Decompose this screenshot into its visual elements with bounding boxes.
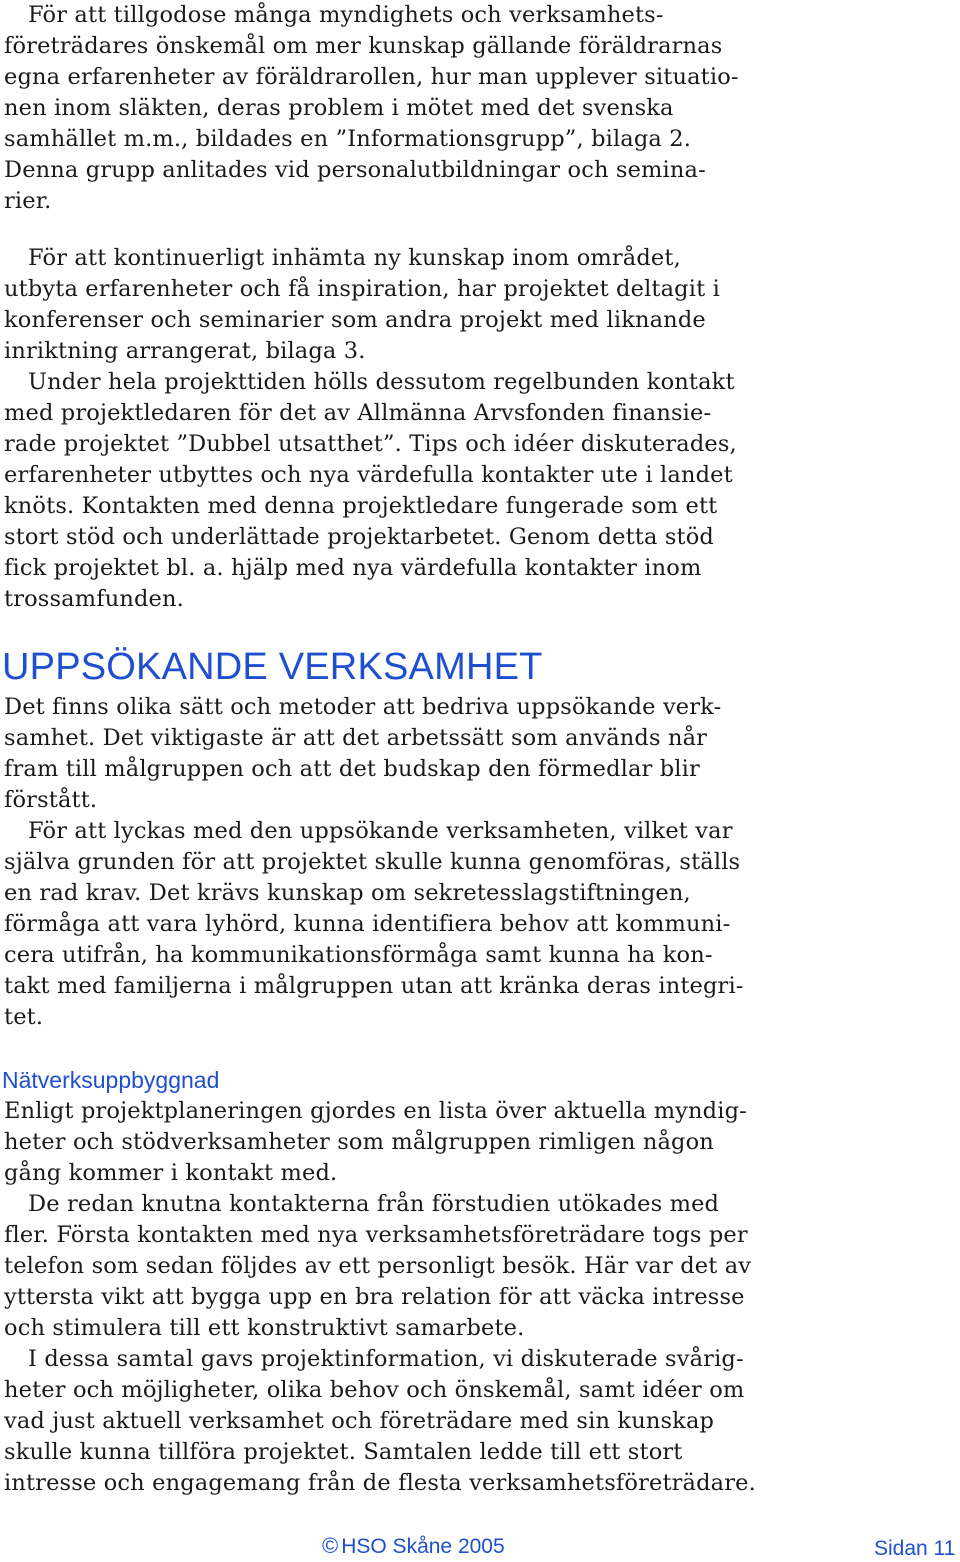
- text-line: rade projektet ”Dubbel utsatthet”. Tips och idéer diskuterades,: [4, 431, 737, 457]
- copyright-icon: ©: [322, 1533, 339, 1558]
- text-line: vad just aktuell verksamhet och företrädare med sin kunskap: [4, 1408, 715, 1434]
- text-line: yttersta vikt att bygga upp en bra relation för att väcka intresse: [4, 1284, 745, 1310]
- text-line: Det finns olika sätt och metoder att bedriva uppsökande verk-: [4, 694, 722, 720]
- text-line: samhet. Det viktigaste är att det arbetssätt som används når: [4, 725, 708, 751]
- text-line: en rad krav. Det krävs kunskap om sekretesslagstiftningen,: [4, 880, 691, 906]
- text-line: takt med familjerna i målgruppen utan att kränka deras integri-: [4, 973, 744, 999]
- text-line: utbyta erfarenheter och få inspiration, har projektet deltagit i: [4, 276, 720, 302]
- text-line: trossamfunden.: [4, 586, 184, 612]
- text-line: rier.: [4, 188, 52, 214]
- text-line: samhället m.m., bildades en ”Informationsgrupp”, bilaga 2.: [4, 126, 692, 152]
- text-line: Enligt projektplaneringen gjordes en lista över aktuella myndig-: [4, 1098, 747, 1124]
- text-line: stort stöd och underlättade projektarbetet. Genom detta stöd: [4, 524, 714, 550]
- text-line: förmåga att vara lyhörd, kunna identifiera behov att kommuni-: [4, 911, 731, 937]
- paragraph-outreach-intro: [4, 692, 954, 816]
- section-heading: UPPSÖKANDE VERKSAMHET: [2, 646, 543, 688]
- text-line: cera utifrån, ha kommunikationsförmåga samt kunna ha kon-: [4, 942, 713, 968]
- text-line: konferenser och seminarier som andra projekt med liknande: [4, 307, 706, 333]
- text-line: med projektledaren för det av Allmänna Arvsfonden finansie-: [4, 400, 712, 426]
- footer-copyright: [322, 1533, 505, 1560]
- text-line: telefon som sedan följdes av ett personligt besök. Här var det av: [4, 1253, 752, 1279]
- text-line: fram till målgruppen och att det budskap den förmedlar blir: [4, 756, 700, 782]
- text-line: Denna grupp anlitades vid personalutbildningar och semina-: [4, 157, 706, 183]
- paragraph-intro: [4, 0, 954, 217]
- text-line: gång kommer i kontakt med.: [4, 1160, 338, 1186]
- text-line: heter och stödverksamheter som målgruppen rimligen någon: [4, 1129, 714, 1155]
- text-line: erfarenheter utbyttes och nya värdefulla kontakter ute i landet: [4, 462, 733, 488]
- text-line: förstått.: [4, 787, 98, 813]
- text-line: För att tillgodose många myndighets och verksamhets-: [28, 2, 664, 28]
- paragraph-contact: [4, 367, 954, 615]
- text-line: skulle kunna tillföra projektet. Samtalen ledde till ett stort: [4, 1439, 683, 1465]
- text-line: fler. Första kontakten med nya verksamhetsföreträdare togs per: [4, 1222, 748, 1248]
- text-line: De redan knutna kontakterna från förstudien utökades med: [28, 1191, 720, 1217]
- text-line: nen inom släkten, deras problem i mötet med det svenska: [4, 95, 674, 121]
- text-line: Under hela projekttiden hölls dessutom regelbunden kontakt: [28, 369, 735, 395]
- paragraph-outreach-requirements: [4, 816, 954, 1033]
- text-line: och stimulera till ett konstruktivt samarbete.: [4, 1315, 525, 1341]
- paragraph-conferences: [4, 243, 954, 367]
- paragraph-network-contacts: [4, 1189, 954, 1344]
- subsection-heading: Nätverksuppbyggnad: [2, 1067, 220, 1093]
- text-line: fick projektet bl. a. hjälp med nya värdefulla kontakter inom: [4, 555, 702, 581]
- text-line: egna erfarenheter av föräldrarollen, hur man upplever situatio-: [4, 64, 739, 90]
- text-line: För att lyckas med den uppsökande verksamheten, vilket var: [28, 818, 733, 844]
- text-line: själva grunden för att projektet skulle kunna genomföras, ställs: [4, 849, 741, 875]
- text-line: I dessa samtal gavs projektinformation, vi diskuterade svårig-: [28, 1346, 744, 1372]
- text-line: heter och möjligheter, olika behov och önskemål, samt idéer om: [4, 1377, 745, 1403]
- text-line: inriktning arrangerat, bilaga 3.: [4, 338, 366, 364]
- paragraph-network-list: [4, 1096, 954, 1189]
- page-number: Sidan 11: [874, 1537, 956, 1560]
- text-line: För att kontinuerligt inhämta ny kunskap inom området,: [28, 245, 681, 271]
- text-line: intresse och engagemang från de flesta verksamhetsföreträdare.: [4, 1470, 756, 1496]
- paragraph-network-conversations: [4, 1344, 954, 1499]
- footer-copyright-text: HSO Skåne 2005: [341, 1535, 505, 1558]
- text-line: tet.: [4, 1004, 44, 1030]
- text-line: knöts. Kontakten med denna projektledare fungerade som ett: [4, 493, 718, 519]
- text-line: företrädares önskemål om mer kunskap gällande föräldrarnas: [4, 33, 723, 59]
